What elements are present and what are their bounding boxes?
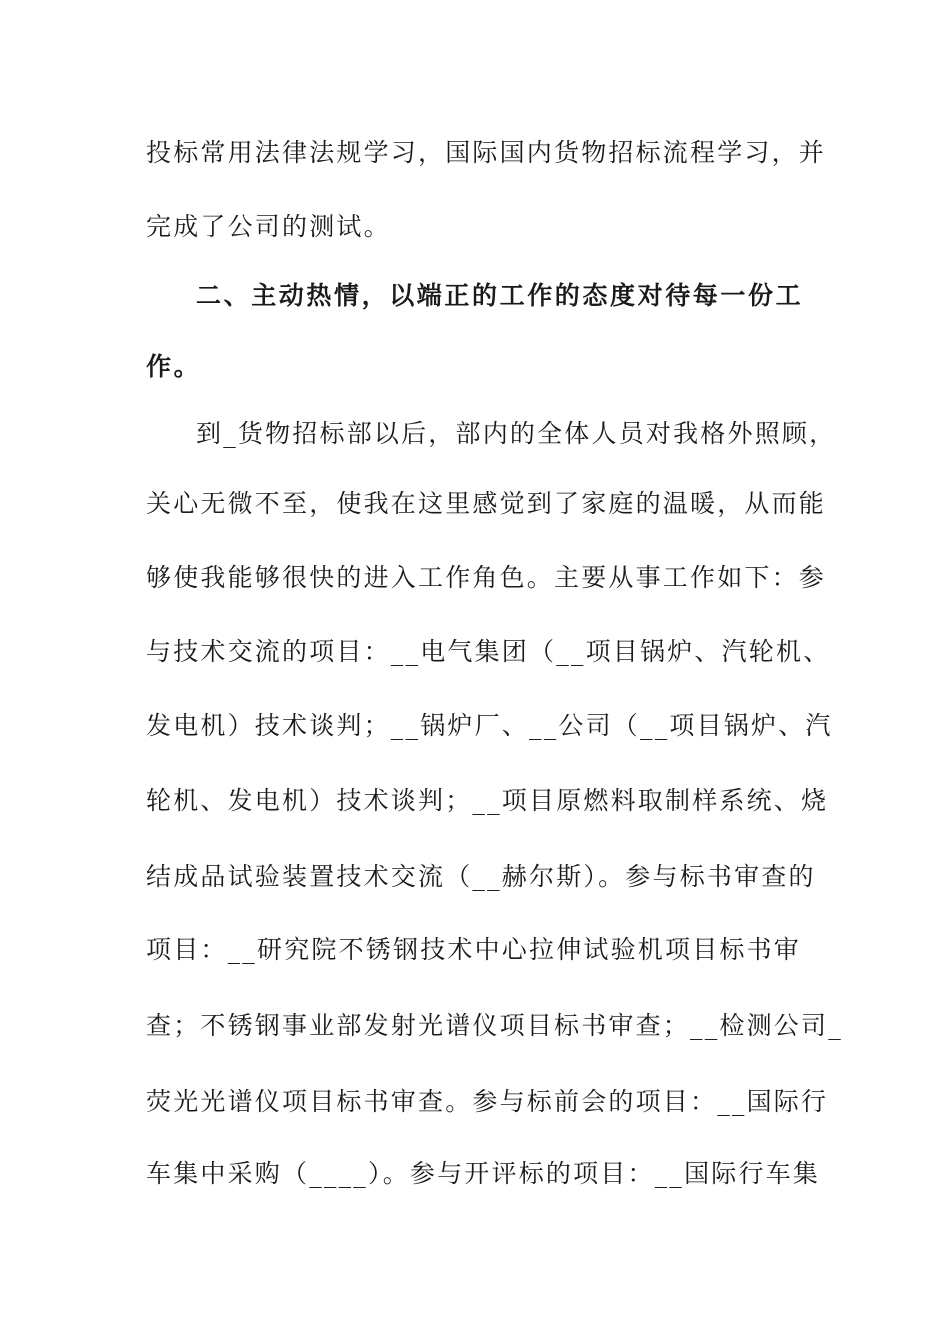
section-heading-2-continued: 作。 xyxy=(146,352,202,381)
text-line-6: 关心无微不至，使我在这里感觉到了家庭的温暖，从而能 xyxy=(146,489,827,518)
text-line-9: 发电机）技术谈判；__锅炉厂、__公司（__项目锅炉、汽 xyxy=(146,711,833,740)
text-line-13: 查；不锈钢事业部发射光谱仪项目标书审查；__检测公司_ xyxy=(146,1011,843,1040)
text-line-1: 投标常用法律法规学习，国际国内货物招标流程学习，并 xyxy=(146,138,827,167)
text-line-11: 结成品试验装置技术交流（__赫尔斯）。参与标书审查的 xyxy=(146,862,816,891)
text-line-12: 项目：__研究院不锈钢技术中心拉伸试验机项目标书审 xyxy=(146,935,802,964)
text-line-7: 够使我能够很快的进入工作角色。主要从事工作如下：参 xyxy=(146,563,827,592)
section-heading-2: 二、主动热情，以端正的工作的态度对待每一份工 xyxy=(196,281,804,310)
text-line-14: 荧光光谱仪项目标书审查。参与标前会的项目：__国际行 xyxy=(146,1087,829,1116)
text-line-8: 与技术交流的项目：__电气集团（__项目锅炉、汽轮机、 xyxy=(146,637,831,666)
text-line-15: 车集中采购（____）。参与开评标的项目：__国际行车集 xyxy=(146,1159,821,1188)
paragraph-start-line: 到_货物招标部以后，部内的全体人员对我格外照顾， xyxy=(196,419,837,448)
text-line-2: 完成了公司的测试。 xyxy=(146,212,391,241)
text-line-10: 轮机、发电机）技术谈判；__项目原燃料取制样系统、烧 xyxy=(146,786,829,815)
